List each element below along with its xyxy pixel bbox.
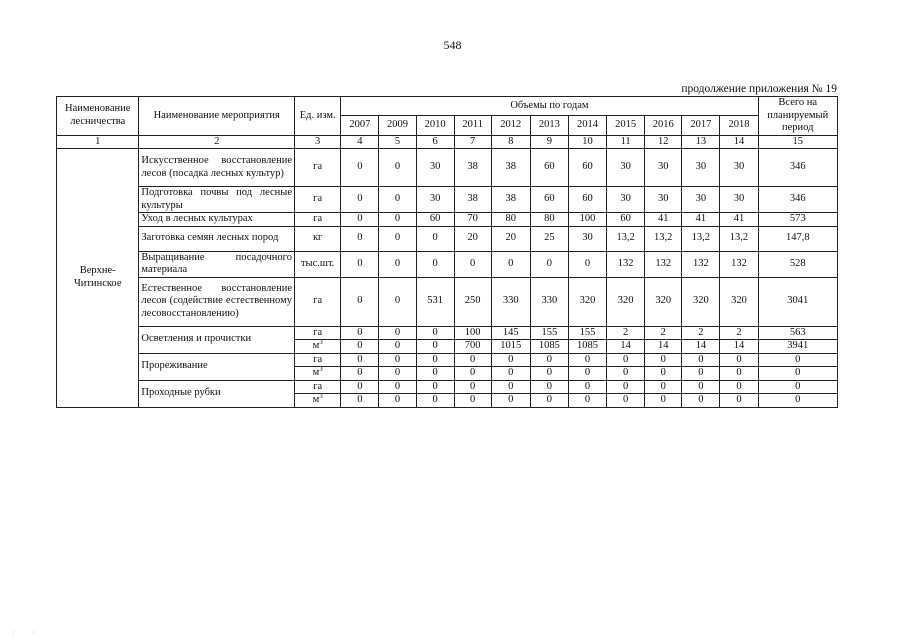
value-cell: 1085 (530, 340, 568, 354)
value-cell: 320 (720, 277, 758, 326)
cubic-superscript: 3 (319, 339, 323, 346)
column-number: 3 (294, 135, 340, 149)
value-cell: 80 (530, 213, 568, 227)
activity-name: Уход в лесных культурах (139, 213, 295, 227)
value-cell: 0 (416, 326, 454, 340)
value-cell: 14 (607, 340, 645, 354)
table-row (57, 187, 838, 213)
table-row (57, 277, 838, 326)
header-unit: Ед. изм. (294, 97, 340, 136)
value-cell: 0 (682, 394, 720, 408)
value-cell: 250 (454, 277, 491, 326)
value-cell: 30 (568, 226, 606, 251)
value-cell: 0 (416, 251, 454, 277)
activity-name: Проходные рубки (139, 380, 295, 407)
value-cell: 100 (568, 213, 606, 227)
total-cell: 528 (758, 251, 837, 277)
value-cell: 0 (682, 353, 720, 367)
value-cell: 132 (682, 251, 720, 277)
value-cell: 0 (379, 353, 416, 367)
value-cell: 0 (607, 380, 645, 394)
value-cell: 70 (454, 213, 491, 227)
unit-cell (294, 277, 340, 326)
total-cell: 346 (758, 149, 837, 187)
value-cell: 2 (720, 326, 758, 340)
total-cell: 0 (758, 394, 837, 408)
table-row (57, 251, 838, 277)
value-cell: 0 (341, 187, 379, 213)
value-cell: 2 (682, 326, 720, 340)
total-cell: 0 (758, 380, 837, 394)
column-number: 2 (139, 135, 295, 149)
value-cell: 330 (530, 277, 568, 326)
scan-marks: · · (12, 628, 44, 637)
value-cell: 38 (491, 149, 530, 187)
value-cell: 0 (341, 149, 379, 187)
cubic-superscript: 3 (319, 366, 323, 373)
value-cell: 0 (682, 367, 720, 381)
year-header: 2007 (341, 116, 379, 135)
year-header: 2017 (682, 116, 720, 135)
value-cell: 30 (720, 187, 758, 213)
unit-cell (294, 226, 340, 251)
value-cell: 0 (454, 380, 491, 394)
unit-label: га (313, 213, 323, 224)
total-cell: 0 (758, 367, 837, 381)
header-activity: Наименование мероприятия (139, 97, 295, 136)
table-row (57, 326, 838, 340)
value-cell: 0 (379, 340, 416, 354)
unit-label: га (313, 326, 323, 338)
value-cell: 132 (607, 251, 645, 277)
value-cell: 30 (607, 149, 645, 187)
column-number: 9 (530, 135, 568, 149)
forestry-name: Верхне-Читинское (57, 149, 139, 408)
value-cell: 0 (568, 367, 606, 381)
value-cell: 0 (379, 187, 416, 213)
total-cell: 147,8 (758, 226, 837, 251)
value-cell: 145 (491, 326, 530, 340)
value-cell: 0 (341, 380, 379, 394)
unit-cell (294, 187, 340, 213)
value-cell: 0 (568, 380, 606, 394)
unit-cell (294, 367, 340, 381)
value-cell: 0 (379, 326, 416, 340)
total-cell: 563 (758, 326, 837, 340)
year-header: 2013 (530, 116, 568, 135)
value-cell: 14 (645, 340, 682, 354)
value-cell: 30 (720, 149, 758, 187)
value-cell: 0 (379, 277, 416, 326)
total-cell: 346 (758, 187, 837, 213)
value-cell: 320 (568, 277, 606, 326)
value-cell: 0 (454, 394, 491, 408)
value-cell: 155 (568, 326, 606, 340)
value-cell: 0 (530, 251, 568, 277)
value-cell: 0 (379, 394, 416, 408)
value-cell: 0 (341, 367, 379, 381)
appendix-note: продолжение приложения № 19 (681, 83, 837, 95)
total-cell: 0 (758, 353, 837, 367)
value-cell: 38 (454, 149, 491, 187)
value-cell: 38 (491, 187, 530, 213)
header-total: Всего на планируемый период (758, 97, 837, 136)
header-forestry: Наименование лесничества (57, 97, 139, 136)
year-header: 2009 (379, 116, 416, 135)
column-number: 4 (341, 135, 379, 149)
column-number: 10 (568, 135, 606, 149)
value-cell: 2 (607, 326, 645, 340)
total-cell: 3941 (758, 340, 837, 354)
column-number-row (57, 135, 838, 149)
year-header: 2012 (491, 116, 530, 135)
unit-label: тыс.шт. (300, 257, 335, 269)
value-cell: 0 (568, 251, 606, 277)
value-cell: 0 (454, 353, 491, 367)
unit-label: га (313, 193, 323, 205)
value-cell: 0 (607, 353, 645, 367)
value-cell: 0 (379, 149, 416, 187)
value-cell: 0 (341, 226, 379, 251)
column-number: 11 (607, 135, 645, 149)
value-cell: 0 (341, 251, 379, 277)
unit-label: га (313, 380, 323, 392)
total-cell: 3041 (758, 277, 837, 326)
value-cell: 20 (454, 226, 491, 251)
forestry-volumes-table (56, 96, 838, 408)
value-cell: 0 (341, 277, 379, 326)
value-cell: 0 (491, 353, 530, 367)
value-cell: 1015 (491, 340, 530, 354)
column-number: 7 (454, 135, 491, 149)
value-cell: 25 (530, 226, 568, 251)
value-cell: 0 (379, 367, 416, 381)
value-cell: 0 (416, 367, 454, 381)
unit-label: м (312, 340, 320, 351)
unit-cell (294, 251, 340, 277)
value-cell: 13,2 (607, 226, 645, 251)
value-cell: 0 (454, 367, 491, 381)
value-cell: 0 (645, 353, 682, 367)
activity-name: Заготовка семян лесных пород (139, 226, 295, 251)
unit-label: м (312, 367, 320, 378)
year-header: 2011 (454, 116, 491, 135)
value-cell: 0 (341, 340, 379, 354)
unit-cell (294, 149, 340, 187)
table-row (57, 213, 838, 227)
value-cell: 0 (416, 380, 454, 394)
unit-label: кг (312, 232, 323, 244)
unit-cell (294, 394, 340, 408)
value-cell: 320 (645, 277, 682, 326)
value-cell: 0 (491, 367, 530, 381)
value-cell: 20 (491, 226, 530, 251)
table-row (57, 149, 838, 187)
unit-label: м (312, 394, 320, 405)
value-cell: 132 (645, 251, 682, 277)
header-volumes: Объемы по годам (341, 97, 758, 116)
value-cell: 0 (454, 251, 491, 277)
value-cell: 0 (682, 380, 720, 394)
value-cell: 0 (645, 380, 682, 394)
value-cell: 60 (530, 149, 568, 187)
value-cell: 0 (416, 340, 454, 354)
value-cell: 0 (341, 213, 379, 227)
unit-cell (294, 380, 340, 394)
value-cell: 14 (682, 340, 720, 354)
column-number: 12 (645, 135, 682, 149)
value-cell: 13,2 (682, 226, 720, 251)
value-cell: 0 (607, 367, 645, 381)
value-cell: 0 (379, 226, 416, 251)
value-cell: 30 (416, 187, 454, 213)
value-cell: 0 (491, 394, 530, 408)
value-cell: 60 (530, 187, 568, 213)
value-cell: 0 (416, 226, 454, 251)
value-cell: 30 (682, 187, 720, 213)
activity-name: Осветления и прочистки (139, 326, 295, 353)
value-cell: 60 (607, 213, 645, 227)
unit-cell (294, 353, 340, 367)
value-cell: 30 (645, 149, 682, 187)
activity-name: Выращивание посадочного материала (139, 251, 295, 277)
year-header: 2015 (607, 116, 645, 135)
activity-name: Естественное восстановление лесов (содействие естественному лесовосстановлению) (139, 277, 295, 326)
value-cell: 60 (568, 149, 606, 187)
value-cell: 0 (530, 367, 568, 381)
value-cell: 80 (491, 213, 530, 227)
year-header: 2016 (645, 116, 682, 135)
year-header: 2014 (568, 116, 606, 135)
unit-cell (294, 340, 340, 354)
value-cell: 0 (645, 394, 682, 408)
value-cell: 330 (491, 277, 530, 326)
value-cell: 0 (530, 394, 568, 408)
value-cell: 0 (341, 326, 379, 340)
page-number: 548 (443, 38, 462, 52)
value-cell: 100 (454, 326, 491, 340)
value-cell: 41 (682, 213, 720, 227)
value-cell: 38 (454, 187, 491, 213)
value-cell: 0 (341, 353, 379, 367)
column-number: 8 (491, 135, 530, 149)
value-cell: 30 (645, 187, 682, 213)
value-cell: 2 (645, 326, 682, 340)
column-number: 15 (758, 135, 837, 149)
value-cell: 0 (720, 394, 758, 408)
value-cell: 0 (379, 380, 416, 394)
value-cell: 41 (645, 213, 682, 227)
value-cell: 132 (720, 251, 758, 277)
value-cell: 0 (416, 353, 454, 367)
value-cell: 0 (568, 353, 606, 367)
value-cell: 1085 (568, 340, 606, 354)
value-cell: 60 (416, 213, 454, 227)
column-number: 1 (57, 135, 139, 149)
value-cell: 0 (491, 251, 530, 277)
value-cell: 0 (379, 251, 416, 277)
unit-cell (294, 326, 340, 340)
value-cell: 0 (607, 394, 645, 408)
value-cell: 13,2 (645, 226, 682, 251)
value-cell: 700 (454, 340, 491, 354)
value-cell: 0 (379, 213, 416, 227)
value-cell: 14 (720, 340, 758, 354)
activity-name: Подготовка почвы под лесные культуры (139, 187, 295, 213)
unit-label: га (313, 295, 323, 307)
table-row (57, 353, 838, 367)
value-cell: 531 (416, 277, 454, 326)
value-cell: 30 (416, 149, 454, 187)
unit-label: га (313, 161, 323, 173)
value-cell: 320 (607, 277, 645, 326)
value-cell: 0 (720, 380, 758, 394)
year-header: 2018 (720, 116, 758, 135)
value-cell: 320 (682, 277, 720, 326)
total-cell: 573 (758, 213, 837, 227)
value-cell: 0 (341, 394, 379, 408)
value-cell: 155 (530, 326, 568, 340)
column-number: 13 (682, 135, 720, 149)
value-cell: 13,2 (720, 226, 758, 251)
activity-name: Искусственное восстановление лесов (посадка лесных культур) (139, 149, 295, 187)
column-number: 14 (720, 135, 758, 149)
value-cell: 0 (645, 367, 682, 381)
unit-cell (294, 213, 340, 227)
table-row (57, 226, 838, 251)
value-cell: 0 (568, 394, 606, 408)
value-cell: 0 (720, 367, 758, 381)
value-cell: 0 (530, 353, 568, 367)
unit-label: га (313, 353, 323, 365)
value-cell: 30 (682, 149, 720, 187)
value-cell: 0 (720, 353, 758, 367)
value-cell: 41 (720, 213, 758, 227)
column-number: 6 (416, 135, 454, 149)
year-header: 2010 (416, 116, 454, 135)
value-cell: 30 (607, 187, 645, 213)
value-cell: 60 (568, 187, 606, 213)
value-cell: 0 (491, 380, 530, 394)
column-number: 5 (379, 135, 416, 149)
cubic-superscript: 3 (319, 393, 323, 400)
value-cell: 0 (530, 380, 568, 394)
activity-name: Прореживание (139, 353, 295, 380)
value-cell: 0 (416, 394, 454, 408)
table-row (57, 380, 838, 394)
